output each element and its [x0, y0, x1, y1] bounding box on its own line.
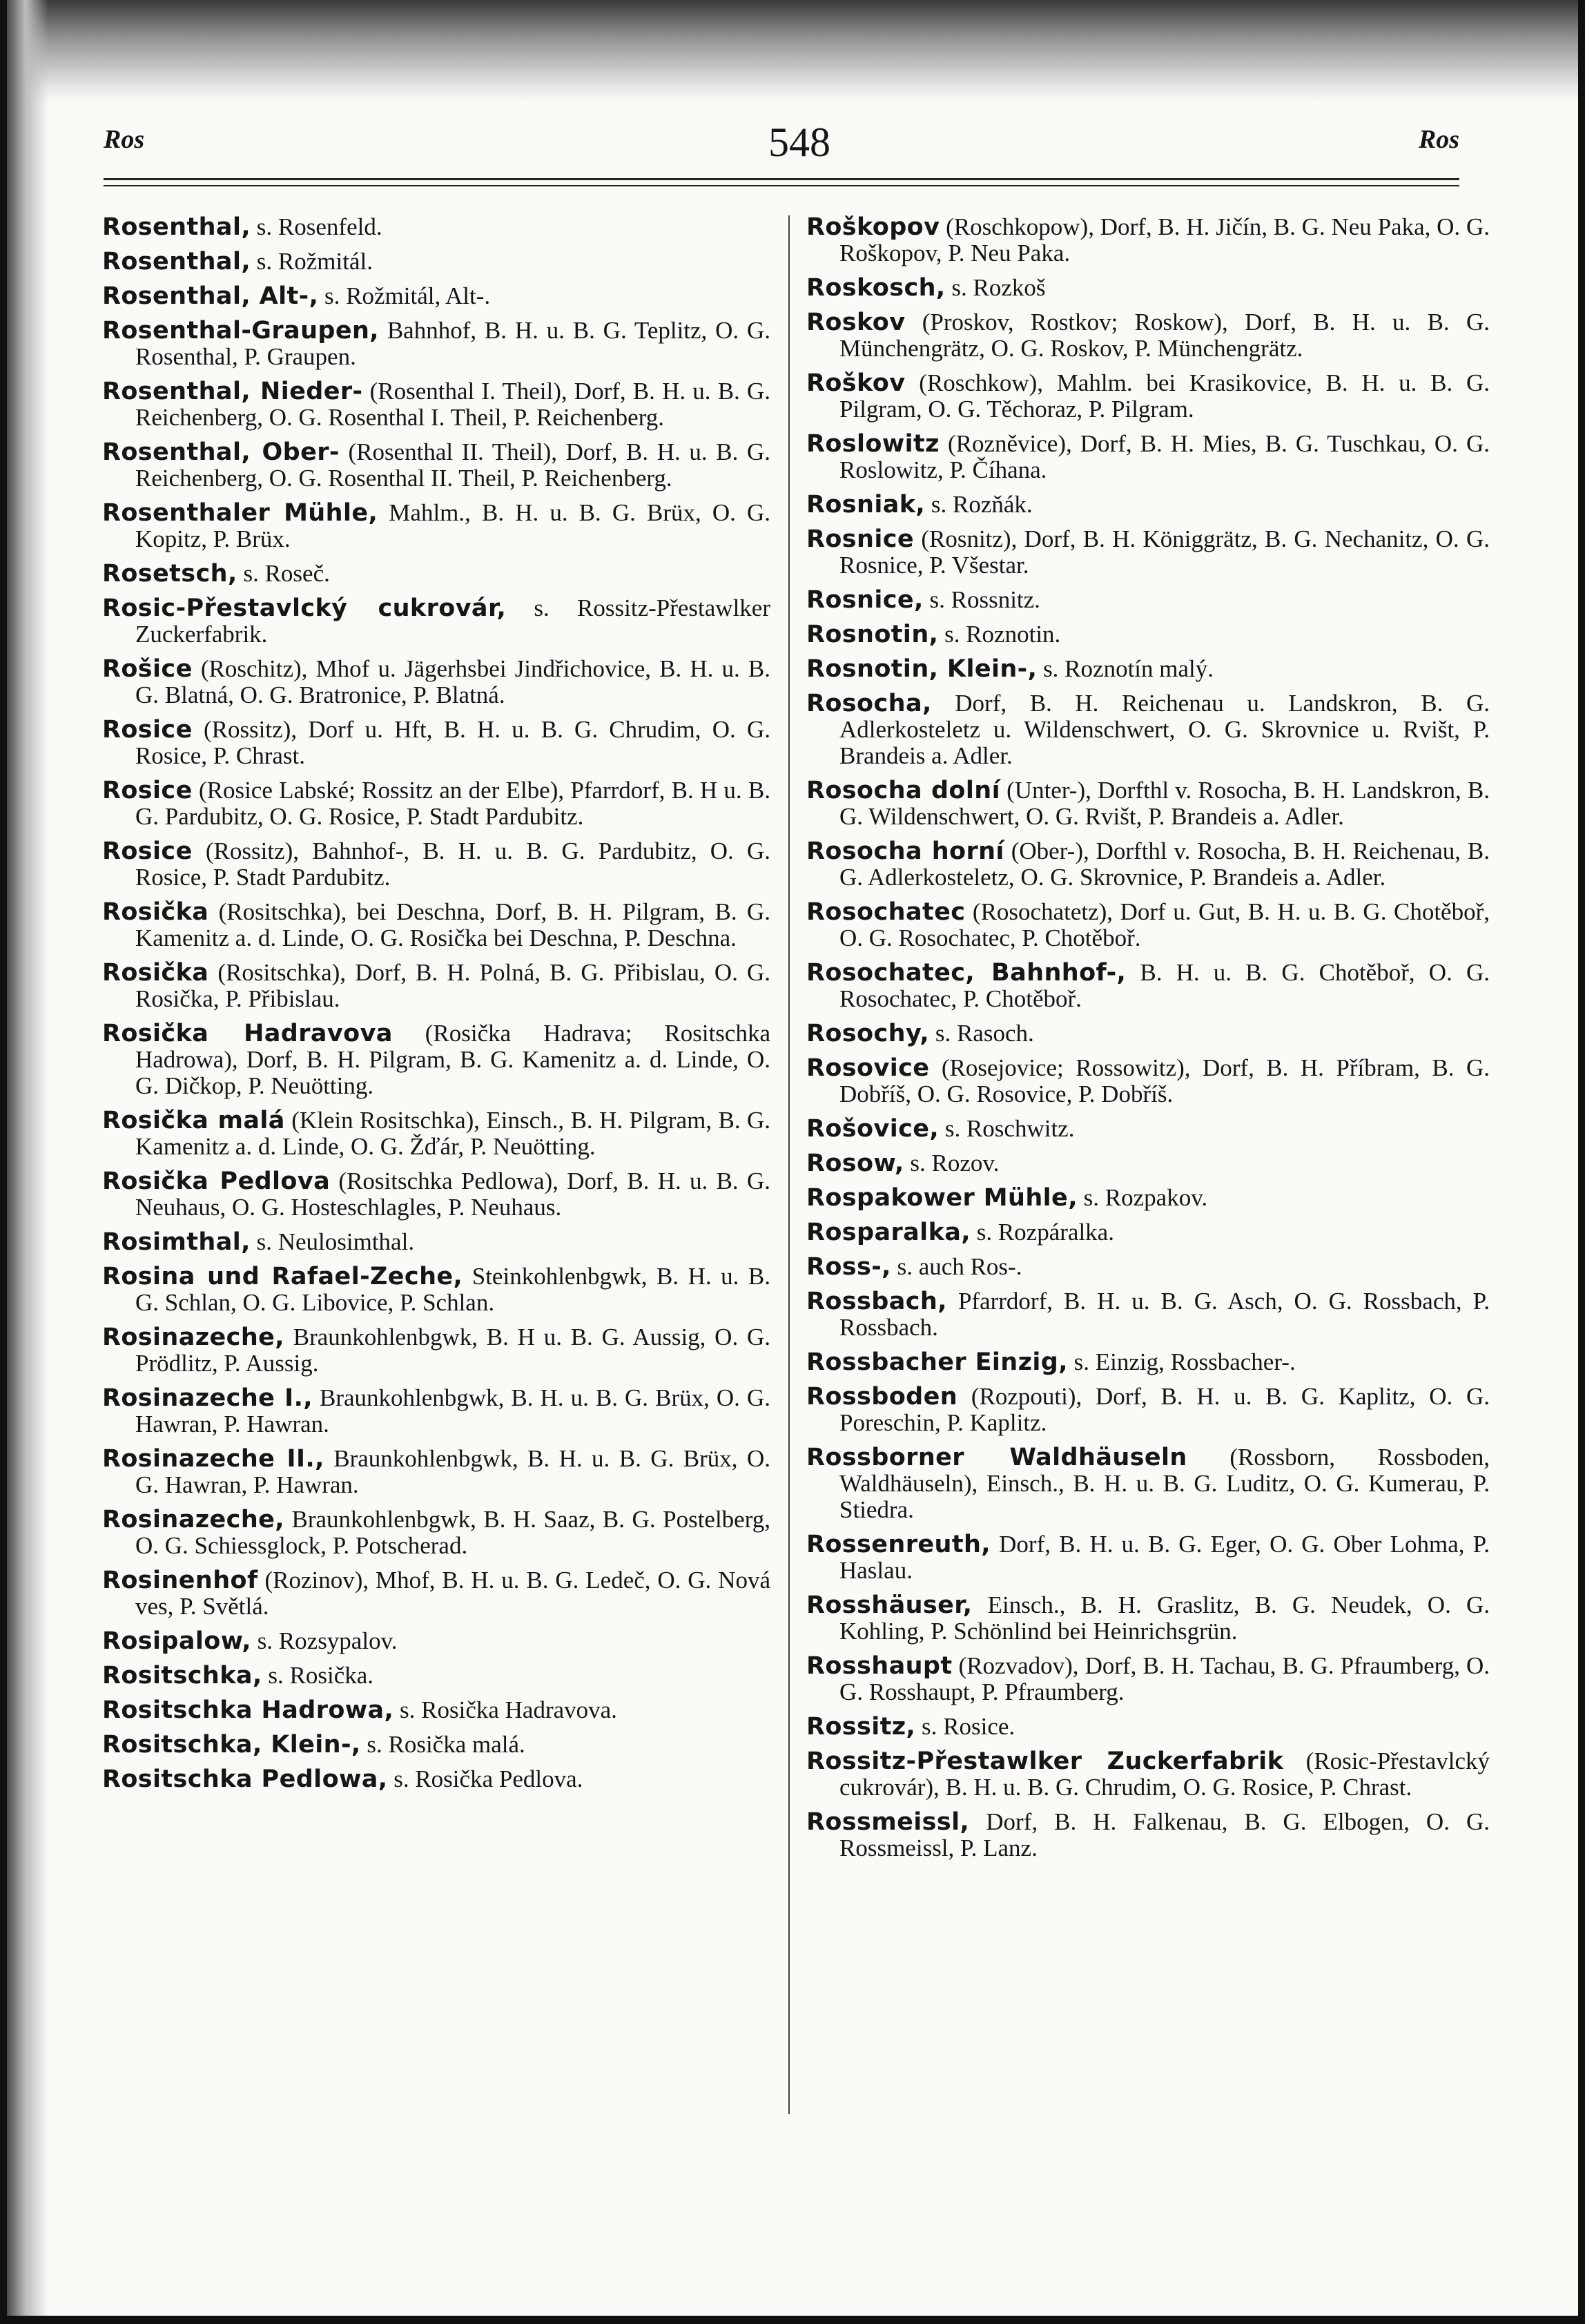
entry-headword: Rosička	[102, 959, 209, 987]
gazetteer-entry	[806, 1055, 1490, 1107]
entry-headword: Rosenthal,	[102, 213, 251, 241]
entry-headword: Rossbacher Einzig,	[806, 1348, 1068, 1376]
gazetteer-entry	[806, 1116, 1490, 1142]
gazetteer-entry	[102, 1663, 770, 1689]
entry-headword: Rošice	[102, 655, 193, 683]
gazetteer-entry	[806, 431, 1490, 483]
gazetteer-entry	[806, 275, 1490, 301]
entry-headword: Rossborner Waldhäuseln	[806, 1444, 1187, 1471]
entry-description: s. Rosička malá.	[360, 1731, 525, 1758]
gazetteer-entry	[806, 690, 1490, 769]
entry-description: Dorf, B. H. Falkenau, B. G. Elbogen, O. G. Rossmeissl, P. Lanz.	[839, 1808, 1490, 1861]
entry-headword: Rosimthal,	[102, 1228, 251, 1256]
entry-description: (Klein Rositschka), Einsch., B. H. Pilgram, B. G. Kamenitz a. d. Linde, O. G. Žďár, P. Neuötting.	[135, 1107, 770, 1160]
entry-description: (Rosice Labské; Rossitz an der Elbe), Pfarrdorf, B. H u. B. G. Pardubitz, O. G. Rosice, P. Stadt Pardubitz.	[135, 777, 770, 830]
entry-headword: Rosshaupt	[806, 1652, 953, 1680]
entry-headword: Rosic-Přestavlcký cukrovár,	[102, 594, 507, 622]
entry-headword: Rosow,	[806, 1150, 904, 1177]
entry-headword: Rosina und Rafael-Zeche,	[102, 1263, 463, 1290]
entry-headword: Rossitz,	[806, 1713, 916, 1741]
entry-headword: Rositschka,	[102, 1662, 262, 1689]
entry-description: Braunkohlenbgwk, B. H u. B. G. Aussig, O. G. Prödlitz, P. Aussig.	[135, 1324, 770, 1377]
gazetteer-entry	[102, 899, 770, 951]
entry-headword: Rosnotin,	[806, 621, 939, 648]
gazetteer-entry	[806, 214, 1490, 267]
page-number: 548	[768, 119, 830, 165]
running-head-right: Ros	[1418, 125, 1459, 154]
gazetteer-entry	[102, 561, 770, 587]
gazetteer-entry	[806, 1809, 1490, 1861]
entry-headword: Rošovice,	[806, 1115, 940, 1143]
gazetteer-entry	[806, 1150, 1490, 1176]
gazetteer-entry	[102, 1020, 770, 1099]
entry-description: (Rossitz), Bahnhof-, B. H. u. B. G. Pardubitz, O. G. Rosice, P. Stadt Pardubitz.	[135, 837, 770, 891]
entry-headword: Rosenthal, Nieder-	[102, 378, 363, 405]
gazetteer-entry	[102, 1263, 770, 1316]
entry-headword: Rosochatec, Bahnhof-,	[806, 959, 1127, 987]
entry-headword: Rosochy,	[806, 1020, 930, 1047]
gazetteer-entry	[806, 1349, 1490, 1375]
gazetteer-entry	[102, 1446, 770, 1498]
entry-headword: Roskosch,	[806, 274, 946, 302]
gazetteer-entry	[806, 526, 1490, 579]
entry-headword: Rossenreuth,	[806, 1531, 991, 1558]
entry-headword: Rossboden	[806, 1383, 958, 1411]
gazetteer-entry	[102, 1766, 770, 1792]
entry-headword: Rosinazeche I.,	[102, 1384, 313, 1412]
gazetteer-entry	[102, 378, 770, 431]
entry-headword: Rosochatec	[806, 898, 966, 926]
entry-description: s. Rozkoš	[945, 274, 1046, 301]
entry-headword: Rosinazeche,	[102, 1506, 284, 1533]
entry-headword: Rosocha horní	[806, 837, 1004, 865]
entry-headword: Rositschka Pedlowa,	[102, 1765, 388, 1793]
entry-description: (Rozněvice), Dorf, B. H. Mies, B. G. Tuschkau, O. G. Roslowitz, P. Číhana.	[839, 430, 1490, 483]
entry-headword: Rosenthal,	[102, 248, 251, 275]
gazetteer-entry	[806, 370, 1490, 423]
gazetteer-entry	[102, 214, 770, 240]
entry-description: Braunkohlenbgwk, B. H. u. B. G. Brüx, O. G. Hawran, P. Hawran.	[135, 1384, 770, 1437]
entry-description: (Rozinov), Mhof, B. H. u. B. G. Ledeč, O. G. Nová ves, P. Světlá.	[135, 1567, 770, 1620]
entry-description: s. Rozpáralka.	[970, 1219, 1114, 1246]
entry-headword: Rosenthal, Ober-	[102, 438, 340, 466]
entry-description: (Rossborn, Rossboden, Waldhäuseln), Einsch., B. H. u. B. G. Luditz, O. G. Kumerau, P. Stiedra.	[839, 1444, 1490, 1523]
entry-description: Dorf, B. H. u. B. G. Eger, O. G. Ober Lohma, P. Haslau.	[839, 1531, 1490, 1584]
left-column	[102, 214, 770, 1801]
gazetteer-entry	[806, 838, 1490, 891]
gazetteer-entry	[806, 1185, 1490, 1211]
gazetteer-entry	[806, 1653, 1490, 1705]
entry-description: s. Rosička Pedlova.	[387, 1765, 583, 1792]
gazetteer-entry	[102, 717, 770, 769]
entry-headword: Roškov	[806, 369, 906, 397]
right-column	[806, 214, 1490, 1870]
entry-description: s. Einzig, Rossbacher-.	[1067, 1348, 1296, 1375]
entry-description: (Proskov, Rostkov; Roskow), Dorf, B. H. u. B. G. Münchengrätz, O. G. Roskov, P. Münchengrätz.	[839, 309, 1490, 362]
entry-description: Dorf, B. H. Reichenau u. Landskron, B. G. Adlerkosteletz u. Wildenschwert, O. G. Skrovnice u. Rvišt, P. Brandeis a. Adler.	[839, 690, 1490, 769]
scan-left-shadow	[7, 0, 48, 2324]
entry-headword: Rosipalow,	[102, 1627, 251, 1655]
entry-headword: Rosička	[102, 898, 209, 926]
entry-headword: Rosička Pedlova	[102, 1168, 331, 1195]
entry-headword: Rosenthal-Graupen,	[102, 317, 380, 345]
entry-headword: Roskov	[806, 309, 906, 336]
entry-description: s. Rozňák.	[925, 491, 1033, 518]
entry-description: s. Roschwitz.	[939, 1115, 1075, 1142]
gazetteer-entry	[102, 1567, 770, 1620]
entry-headword: Roškopov	[806, 213, 940, 241]
entry-headword: Rosparalka,	[806, 1219, 971, 1246]
entry-headword: Rosocha dolní	[806, 777, 1000, 804]
entry-description: (Rositschka Pedlowa), Dorf, B. H. u. B. G. Neuhaus, O. G. Hosteschlagles, P. Neuhaus.	[135, 1168, 770, 1221]
entry-headword: Rosice	[102, 777, 193, 804]
entry-description: s. Neulosimthal.	[250, 1228, 415, 1255]
entry-description: Steinkohlenbgwk, B. H. u. B. G. Schlan, O. G. Libovice, P. Schlan.	[135, 1263, 770, 1316]
entry-description: s. Rosička.	[262, 1662, 374, 1689]
gazetteer-entry	[102, 1107, 770, 1160]
entry-description: s. Roseč.	[237, 560, 330, 587]
entry-headword: Rosice	[102, 716, 193, 744]
entry-description: s. Rožmitál.	[251, 248, 373, 275]
gazetteer-entry	[102, 595, 770, 648]
gazetteer-entry	[806, 1384, 1490, 1436]
entry-description: (Rositschka), bei Deschna, Dorf, B. H. Pilgram, B. G. Kamenitz a. d. Linde, O. G. Rosička bei Deschna, P. Deschna.	[135, 898, 770, 951]
gazetteer-entry	[102, 838, 770, 891]
entry-description: s. Rozov.	[904, 1150, 1000, 1176]
entry-description: s. Rosenfeld.	[251, 213, 382, 240]
entry-headword: Rosice	[102, 837, 193, 865]
entry-headword: Rosenthaler Mühle,	[102, 499, 378, 527]
entry-headword: Rosinenhof	[102, 1567, 258, 1594]
entry-description: Mahlm., B. H. u. B. G. Brüx, O. G. Kopitz, P. Brüx.	[135, 499, 770, 552]
gazetteer-entry	[102, 318, 770, 370]
entry-description: (Rozpouti), Dorf, B. H. u. B. G. Kaplitz, O. G. Poreschin, P. Kaplitz.	[839, 1383, 1490, 1436]
entry-headword: Rosenthal, Alt-,	[102, 282, 319, 310]
entry-description: (Ober-), Dorfthl v. Rosocha, B. H. Reichenau, B. G. Adlerkosteletz, O. G. Skrovnice, P. Brandeis a. Adler.	[839, 837, 1490, 891]
entry-description: s. Rosice.	[915, 1713, 1015, 1740]
gazetteer-entry	[102, 249, 770, 275]
gazetteer-entry	[806, 309, 1490, 362]
entry-headword: Rosinazeche,	[102, 1324, 284, 1351]
gazetteer-entry	[102, 1229, 770, 1255]
gazetteer-entry	[806, 899, 1490, 951]
entry-description: (Rosic-Přestavlcký cukrovár), B. H. u. B. G. Chrudim, O. G. Rosice, P. Chrast.	[839, 1747, 1490, 1801]
entry-description: s. Roznotín malý.	[1037, 655, 1214, 682]
entry-headword: Rossitz-Přestawlker Zuckerfabrik	[806, 1747, 1284, 1775]
entry-headword: Roslowitz	[806, 430, 940, 458]
entry-headword: Ross-,	[806, 1253, 891, 1281]
entry-headword: Rossbach,	[806, 1288, 947, 1315]
entry-description: (Rosejovice; Rossowitz), Dorf, B. H. Příbram, B. G. Dobříš, O. G. Rosovice, P. Dobříš.	[839, 1054, 1490, 1107]
entry-description: (Roschitz), Mhof u. Jägerhsbei Jindřichovice, B. H. u. B. G. Blatná, O. G. Bratronice, P. Blatná.	[135, 655, 770, 708]
gazetteer-entry	[102, 1385, 770, 1437]
gazetteer-entry	[806, 492, 1490, 518]
entry-description: (Unter-), Dorfthl v. Rosocha, B. H. Landskron, B. G. Wildenschwert, O. G. Rvišt, P. Brandeis a. Adler.	[839, 777, 1490, 830]
entry-headword: Rosnotin, Klein-,	[806, 655, 1038, 683]
gazetteer-entry	[102, 656, 770, 708]
entry-description: s. Rossitz-Přestawlker Zuckerfabrik.	[135, 594, 770, 648]
entry-headword: Rosinazeche II.,	[102, 1445, 324, 1473]
entry-description: (Rozvadov), Dorf, B. H. Tachau, B. G. Pfraumberg, O. G. Rosshaupt, P. Pfraumberg.	[839, 1652, 1490, 1705]
entry-description: (Rosnitz), Dorf, B. H. Königgrätz, B. G. Nechanitz, O. G. Rosnice, P. Všestar.	[839, 525, 1490, 579]
entry-description: s. Rasoch.	[929, 1020, 1034, 1047]
entry-description: Braunkohlenbgwk, B. H. Saaz, B. G. Postelberg, O. G. Schiessglock, P. Potscherad.	[135, 1506, 770, 1559]
gazetteer-entry	[806, 777, 1490, 830]
entry-description: (Roschkopow), Dorf, B. H. Jičín, B. G. Neu Paka, O. G. Roškopov, P. Neu Paka.	[839, 213, 1490, 267]
gazetteer-entry	[102, 500, 770, 552]
entry-description: s. Rožmitál, Alt-.	[318, 282, 491, 309]
gazetteer-entry	[102, 777, 770, 830]
entry-description: Braunkohlenbgwk, B. H. u. B. G. Brüx, O. G. Hawran, P. Hawran.	[135, 1445, 770, 1498]
entry-description: s. Rossnitz.	[923, 586, 1040, 613]
entry-description: (Rosochatetz), Dorf u. Gut, B. H. u. B. G. Chotěboř, O. G. Rosochatec, P. Chotěboř.	[839, 898, 1490, 951]
header-rule-secondary	[104, 185, 1459, 186]
entry-description: B. H. u. B. G. Chotěboř, O. G. Rosochatec, P. Chotěboř.	[839, 959, 1490, 1012]
gazetteer-entry	[102, 439, 770, 492]
entry-description: (Rosenthal I. Theil), Dorf, B. H. u. B. G. Reichenberg, O. G. Rosenthal I. Theil, P. Reichenberg.	[135, 378, 770, 431]
gazetteer-entry	[102, 1697, 770, 1723]
entry-headword: Rosička Hadravova	[102, 1020, 393, 1047]
gazetteer-entry	[806, 656, 1490, 682]
entry-headword: Rosnice,	[806, 586, 924, 614]
entry-description: (Rosenthal II. Theil), Dorf, B. H. u. B. G. Reichenberg, O. G. Rosenthal II. Theil, P. Reichenberg.	[135, 438, 770, 492]
gazetteer-entry	[806, 1592, 1490, 1645]
entry-description: (Rosička Hadrava; Rositschka Hadrowa), Dorf, B. H. Pilgram, B. G. Kamenitz a. d. Linde, O. G. Dičkop, P. Neuötting.	[135, 1020, 770, 1099]
gazetteer-entry	[806, 960, 1490, 1012]
gazetteer-entry	[102, 960, 770, 1012]
entry-headword: Rossmeissl,	[806, 1808, 970, 1836]
entry-headword: Rosovice	[806, 1054, 930, 1082]
gazetteer-entry	[102, 1168, 770, 1221]
gazetteer-entry	[806, 1219, 1490, 1246]
entry-description: s. Rozpakov.	[1077, 1184, 1208, 1211]
entry-headword: Rositschka, Klein-,	[102, 1731, 361, 1759]
entry-description: (Rositschka), Dorf, B. H. Polná, B. G. Přibislau, O. G. Rosička, P. Přibislau.	[135, 959, 770, 1012]
header-rule	[104, 178, 1459, 180]
entry-description: Einsch., B. H. Graslitz, B. G. Neudek, O. G. Kohling, P. Schönlind bei Heinrichsgrün.	[839, 1591, 1490, 1645]
entry-headword: Rosička malá	[102, 1107, 285, 1134]
entry-headword: Rosshäuser,	[806, 1591, 973, 1619]
gazetteer-entry	[102, 1507, 770, 1559]
entry-description: Bahnhof, B. H. u. B. G. Teplitz, O. G. Rosenthal, P. Graupen.	[135, 317, 770, 370]
gazetteer-entry	[806, 1714, 1490, 1740]
gazetteer-entry	[806, 1020, 1490, 1047]
entry-description: (Roschkow), Mahlm. bei Krasikovice, B. H. u. B. G. Pilgram, O. G. Těchoraz, P. Pilgram.	[839, 369, 1490, 423]
scan-top-shadow	[7, 0, 1585, 104]
entry-description: (Rossitz), Dorf u. Hft, B. H. u. B. G. Chrudim, O. G. Rosice, P. Chrast.	[135, 716, 770, 769]
entry-description: Pfarrdorf, B. H. u. B. G. Asch, O. G. Rossbach, P. Rossbach.	[839, 1288, 1490, 1341]
gazetteer-entry	[102, 1628, 770, 1654]
gazetteer-entry	[102, 1732, 770, 1758]
entry-headword: Rosetsch,	[102, 560, 237, 588]
gazetteer-entry	[102, 1324, 770, 1377]
entry-headword: Rosniak,	[806, 491, 926, 519]
entry-description: s. Rosička Hadravova.	[393, 1696, 617, 1723]
gazetteer-entry	[102, 283, 770, 309]
entry-headword: Rospakower Mühle,	[806, 1184, 1078, 1212]
entry-headword: Rositschka Hadrowa,	[102, 1696, 394, 1724]
column-divider	[788, 215, 790, 2114]
gazetteer-entry	[806, 1254, 1490, 1280]
entry-description: s. Rozsypalov.	[251, 1627, 398, 1654]
gazetteer-entry	[806, 1531, 1490, 1584]
entry-headword: Rosnice	[806, 525, 915, 553]
entry-description: s. Roznotin.	[938, 621, 1061, 648]
gazetteer-entry	[806, 1288, 1490, 1341]
gazetteer-entry	[806, 1444, 1490, 1523]
gazetteer-entry	[806, 621, 1490, 648]
entry-headword: Rosocha,	[806, 690, 932, 717]
gazetteer-entry	[806, 587, 1490, 613]
entry-description: s. auch Ros-.	[891, 1253, 1022, 1280]
gazetteer-entry	[806, 1748, 1490, 1801]
running-head-left: Ros	[104, 125, 145, 154]
